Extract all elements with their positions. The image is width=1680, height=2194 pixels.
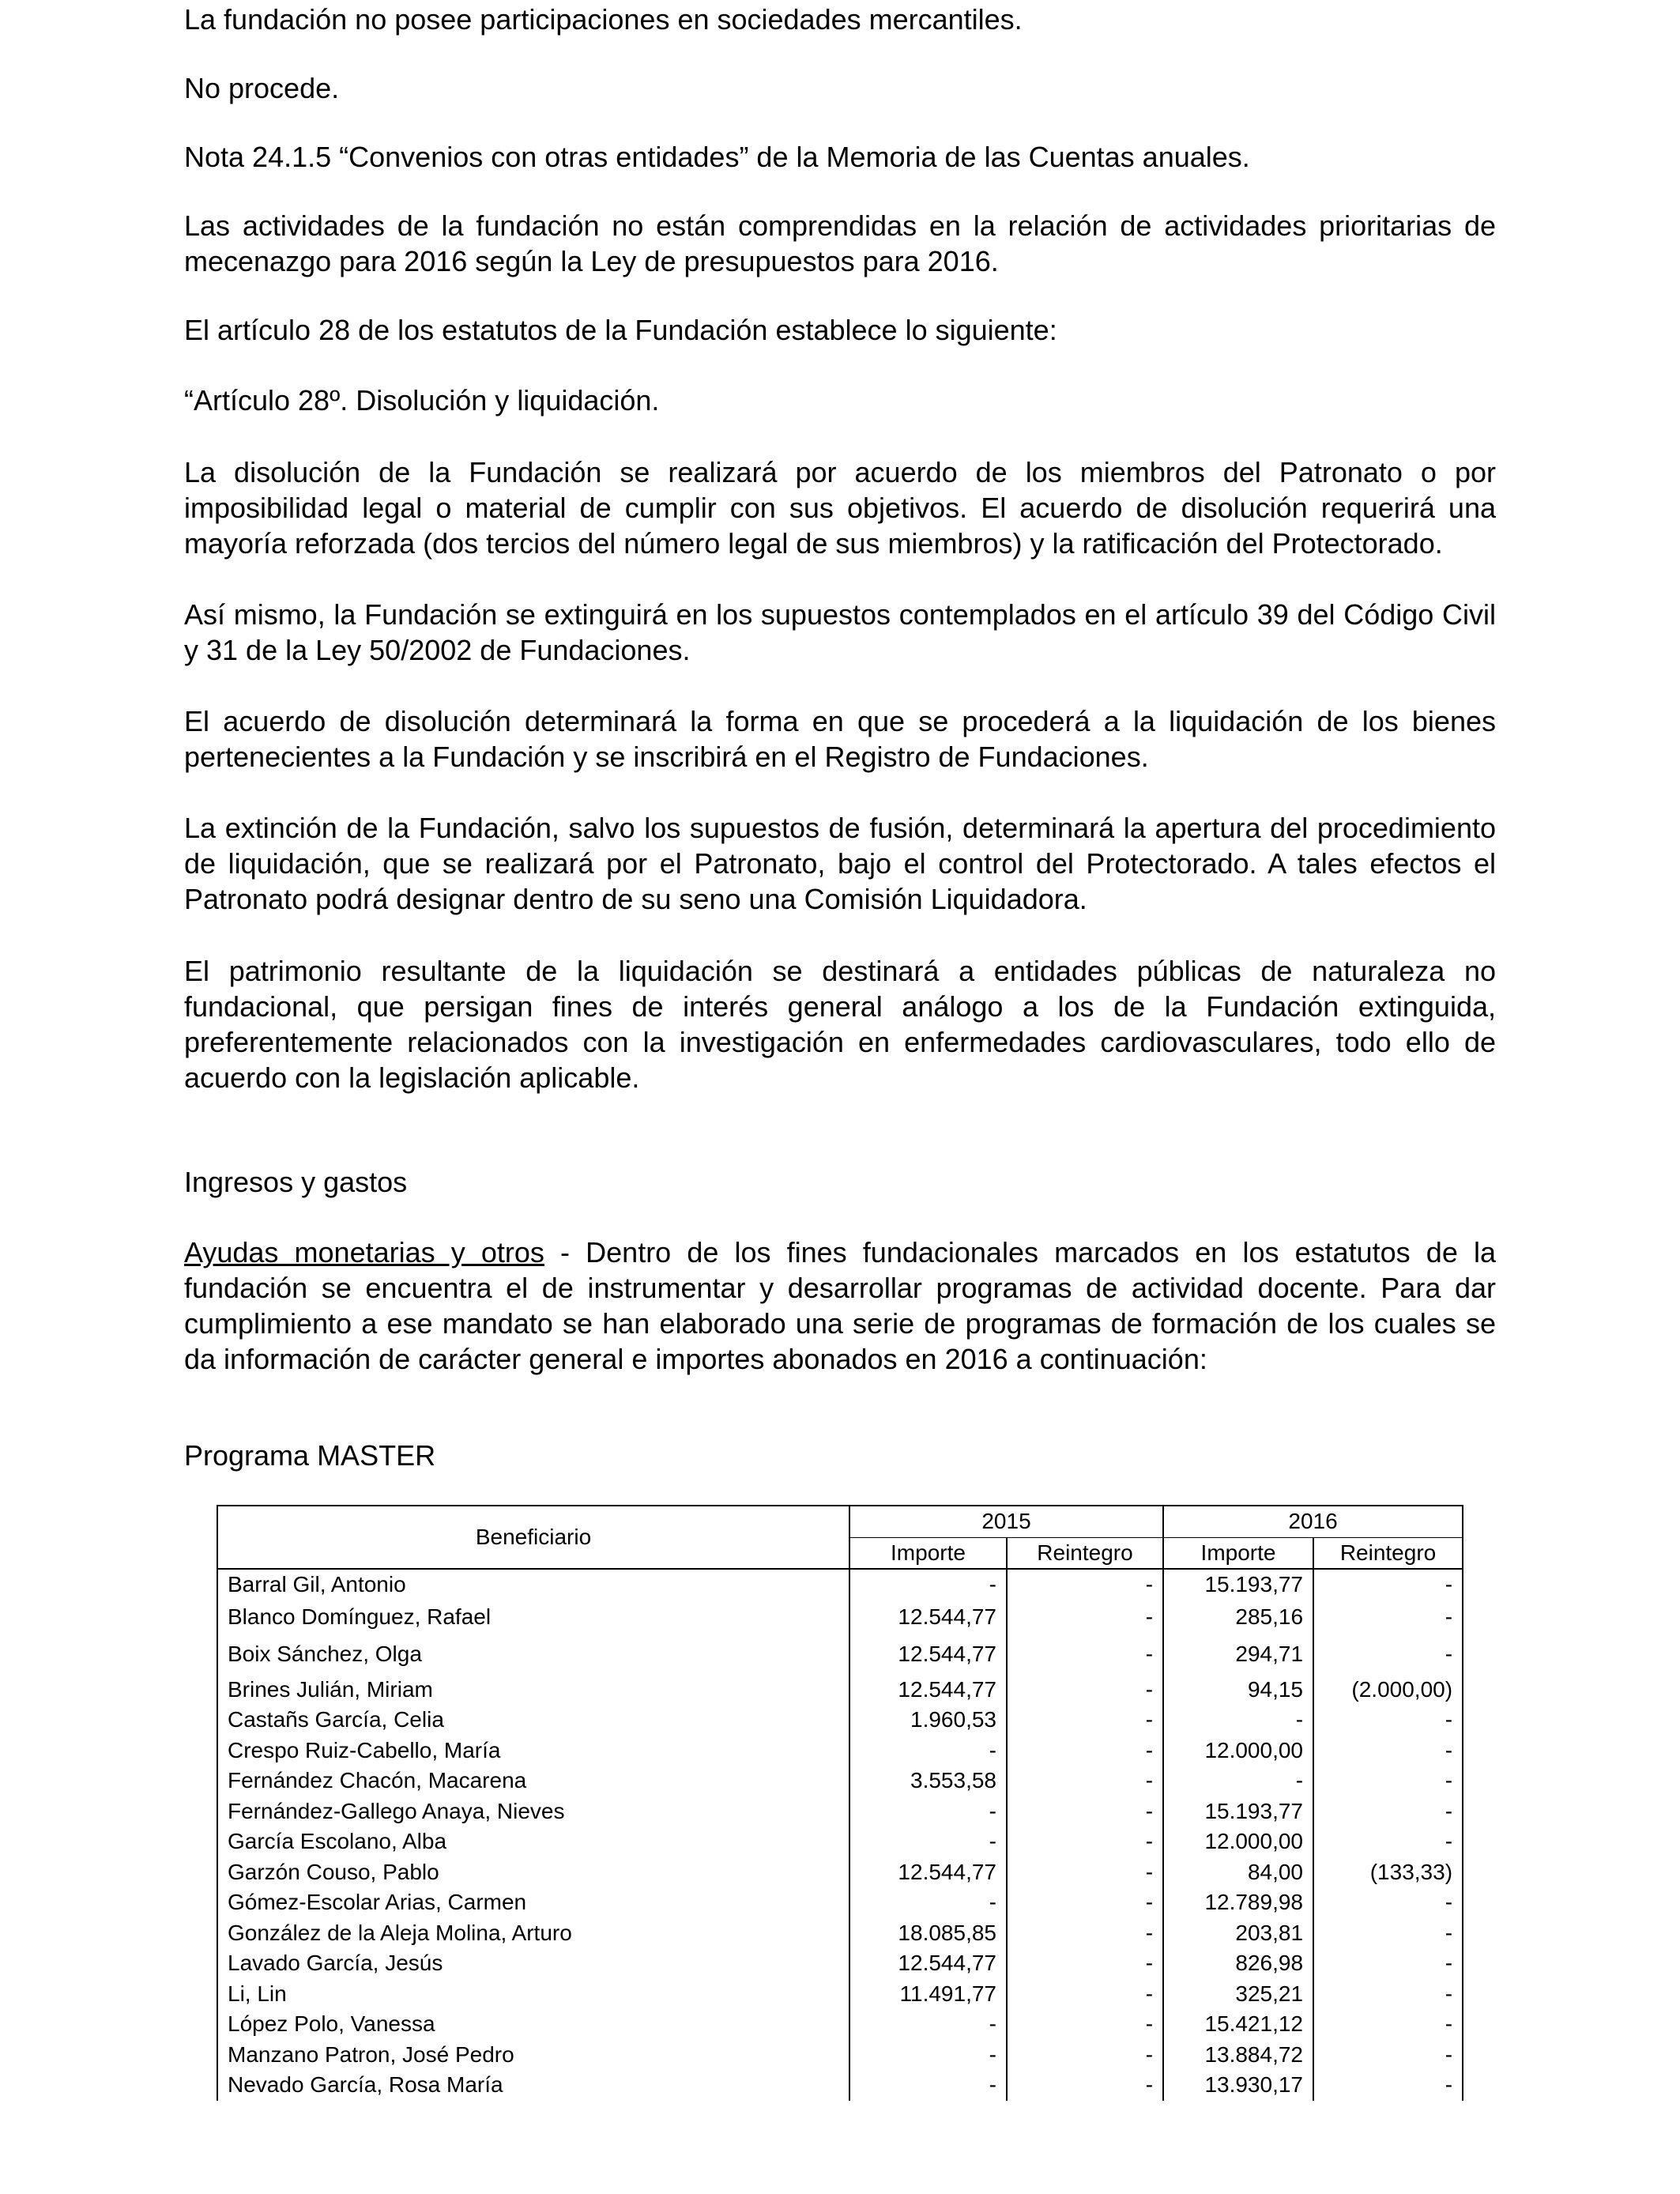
table-body	[217, 1569, 1463, 2101]
reintegro-2015: -	[1007, 1948, 1163, 1979]
importe-2015: -	[849, 2009, 1007, 2040]
reintegro-2016: -	[1313, 2040, 1463, 2071]
paragraph-4	[184, 208, 1496, 279]
header-reintegro-2016: Reintegro	[1313, 1537, 1463, 1569]
ayudas-body: - Dentro de los fines fundacionales marcados en los estatutos de la fundación se encuentra el de instrumentar y desarrollar programas de actividad docente. Para dar cumplimiento a ese mandato se han elaborado una serie de programas de formación de los cuales se da información de carácter general e importes abonados en 2016 a continuación:	[184, 1236, 1496, 1375]
reintegro-2016: (133,33)	[1313, 1857, 1463, 1888]
importe-2015: -	[849, 1796, 1007, 1827]
paragraph-text: La disolución de la Fundación se realizará por acuerdo de los miembros del Patronato o por imposibilidad legal o material de cumplir con sus objetivos. El acuerdo de disolución requerirá una mayoría reforzada (dos tercios del número legal de sus miembros) y la ratificación del Protectorado.	[184, 456, 1496, 560]
importe-2016: -	[1163, 1766, 1313, 1796]
beneficiary-name: Fernández-Gallego Anaya, Nieves	[217, 1796, 849, 1827]
reintegro-2016: -	[1313, 1826, 1463, 1857]
ayudas-text	[184, 1235, 1496, 1377]
table-row	[217, 1826, 1463, 1857]
reintegro-2015: -	[1007, 1675, 1163, 1706]
beneficiary-name: Brines Julián, Miriam	[217, 1675, 849, 1706]
paragraph-text: “Artículo 28º. Disolución y liquidación.	[184, 384, 660, 417]
beneficiary-name: Li, Lin	[217, 1979, 849, 2010]
importe-2016: 12.000,00	[1163, 1826, 1313, 1857]
importe-2016: 12.789,98	[1163, 1887, 1313, 1918]
paragraph-3	[184, 139, 1496, 175]
table-row	[217, 2070, 1463, 2101]
header-beneficiario: Beneficiario	[217, 1506, 849, 1569]
paragraph-1	[184, 2, 1496, 37]
program-title-text: Programa MASTER	[184, 1439, 436, 1472]
reintegro-2016: -	[1313, 1600, 1463, 1635]
reintegro-2015: -	[1007, 1918, 1163, 1949]
reintegro-2015: -	[1007, 1635, 1163, 1675]
paragraph-11	[184, 953, 1496, 1095]
reintegro-2015: -	[1007, 1600, 1163, 1635]
reintegro-2015: -	[1007, 1979, 1163, 2010]
reintegro-2015: -	[1007, 1569, 1163, 1600]
paragraph-9	[184, 703, 1496, 775]
reintegro-2016: -	[1313, 1569, 1463, 1600]
importe-2016: 294,71	[1163, 1635, 1313, 1675]
table-row	[217, 1675, 1463, 1706]
reintegro-2015: -	[1007, 2070, 1163, 2101]
reintegro-2016: (2.000,00)	[1313, 1675, 1463, 1706]
ayudas-title: Ayudas monetarias y otros	[184, 1236, 544, 1269]
paragraph-text: El artículo 28 de los estatutos de la Fundación establece lo siguiente:	[184, 314, 1057, 346]
importe-2016: 84,00	[1163, 1857, 1313, 1888]
reintegro-2015: -	[1007, 2040, 1163, 2071]
reintegro-2016: -	[1313, 2070, 1463, 2101]
header-year-2016: 2016	[1163, 1506, 1463, 1537]
beneficiary-name: Lavado García, Jesús	[217, 1948, 849, 1979]
reintegro-2016: -	[1313, 1948, 1463, 1979]
importe-2016: 15.421,12	[1163, 2009, 1313, 2040]
importe-2015: 12.544,77	[849, 1948, 1007, 1979]
importe-2016: 15.193,77	[1163, 1796, 1313, 1827]
beneficiary-name: Crespo Ruiz-Cabello, María	[217, 1736, 849, 1766]
reintegro-2015: -	[1007, 2009, 1163, 2040]
importe-2016: 285,16	[1163, 1600, 1313, 1635]
importe-2016: 325,21	[1163, 1979, 1313, 2010]
table-row	[217, 2009, 1463, 2040]
paragraph-7	[184, 454, 1496, 561]
importe-2015: 1.960,53	[849, 1705, 1007, 1736]
importe-2015: 12.544,77	[849, 1635, 1007, 1675]
reintegro-2016: -	[1313, 2009, 1463, 2040]
importe-2015: 18.085,85	[849, 1918, 1007, 1949]
ayudas-paragraph	[184, 1235, 1496, 1377]
table-row	[217, 1736, 1463, 1766]
beneficiary-name: García Escolano, Alba	[217, 1826, 849, 1857]
section-heading	[184, 1164, 1496, 1200]
reintegro-2016: -	[1313, 1796, 1463, 1827]
paragraph-text: Las actividades de la fundación no están comprendidas en la relación de actividades prioritarias de mecenazgo para 2016 según la Ley de presupuestos para 2016.	[184, 209, 1496, 277]
table-row	[217, 1887, 1463, 1918]
importe-2016: 94,15	[1163, 1675, 1313, 1706]
importe-2015: -	[849, 1569, 1007, 1600]
beneficiary-name: Castañs García, Celia	[217, 1705, 849, 1736]
reintegro-2016: -	[1313, 1887, 1463, 1918]
importe-2015: 3.553,58	[849, 1766, 1007, 1796]
table-row	[217, 1918, 1463, 1949]
reintegro-2016: -	[1313, 1635, 1463, 1675]
paragraph-text: La fundación no posee participaciones en sociedades mercantiles.	[184, 3, 1023, 36]
importe-2015: -	[849, 1887, 1007, 1918]
table-row	[217, 1857, 1463, 1888]
paragraph-10	[184, 810, 1496, 917]
importe-2015: -	[849, 2070, 1007, 2101]
importe-2015: 12.544,77	[849, 1675, 1007, 1706]
header-reintegro-2015: Reintegro	[1007, 1537, 1163, 1569]
reintegro-2015: -	[1007, 1705, 1163, 1736]
beneficiary-name: Blanco Domínguez, Rafael	[217, 1600, 849, 1635]
reintegro-2015: -	[1007, 1857, 1163, 1888]
beneficiary-name: González de la Aleja Molina, Arturo	[217, 1918, 849, 1949]
beneficiary-name: Gómez-Escolar Arias, Carmen	[217, 1887, 849, 1918]
paragraph-5	[184, 312, 1496, 348]
paragraph-text: No procede.	[184, 72, 340, 104]
importe-2016: 13.884,72	[1163, 2040, 1313, 2071]
importe-2016: 12.000,00	[1163, 1736, 1313, 1766]
reintegro-2016: -	[1313, 1736, 1463, 1766]
table-row	[217, 1979, 1463, 2010]
table-row	[217, 1705, 1463, 1736]
importe-2016: 203,81	[1163, 1918, 1313, 1949]
importe-2016: 826,98	[1163, 1948, 1313, 1979]
beneficiary-table	[217, 1505, 1463, 2101]
importe-2016: 13.930,17	[1163, 2070, 1313, 2101]
beneficiary-name: Nevado García, Rosa María	[217, 2070, 849, 2101]
paragraph-text: El acuerdo de disolución determinará la forma en que se procederá a la liquidación de los bienes pertenecientes a la Fundación y se inscribirá en el Registro de Fundaciones.	[184, 705, 1496, 773]
reintegro-2015: -	[1007, 1887, 1163, 1918]
beneficiary-name: López Polo, Vanessa	[217, 2009, 849, 2040]
beneficiary-name: Barral Gil, Antonio	[217, 1569, 849, 1600]
paragraph-2	[184, 70, 1496, 106]
program-title	[184, 1438, 1496, 1473]
table-row	[217, 1948, 1463, 1979]
reintegro-2015: -	[1007, 1826, 1163, 1857]
importe-2015: -	[849, 1826, 1007, 1857]
paragraph-text: Nota 24.1.5 “Convenios con otras entidades” de la Memoria de las Cuentas anuales.	[184, 141, 1250, 173]
reintegro-2015: -	[1007, 1766, 1163, 1796]
importe-2015: 12.544,77	[849, 1600, 1007, 1635]
reintegro-2016: -	[1313, 1979, 1463, 2010]
reintegro-2015: -	[1007, 1796, 1163, 1827]
importe-2016: -	[1163, 1705, 1313, 1736]
header-year-2015: 2015	[849, 1506, 1163, 1537]
table-row	[217, 2040, 1463, 2071]
table-row	[217, 1796, 1463, 1827]
header-importe-2016: Importe	[1163, 1537, 1313, 1569]
importe-2016: 15.193,77	[1163, 1569, 1313, 1600]
paragraph-text: El patrimonio resultante de la liquidación se destinará a entidades públicas de naturaleza no fundacional, que persigan fines de interés general análogo a los de la Fundación extinguida, preferentemente relacionados con la investigación en enfermedades cardiovasculares, todo ello de acuerdo con la legislación aplicable.	[184, 955, 1496, 1094]
reintegro-2016: -	[1313, 1705, 1463, 1736]
paragraph-8	[184, 597, 1496, 668]
table-row	[217, 1635, 1463, 1675]
article-heading	[184, 383, 1496, 418]
table-row	[217, 1766, 1463, 1796]
reintegro-2015: -	[1007, 1736, 1163, 1766]
table-row	[217, 1569, 1463, 1600]
table-row	[217, 1600, 1463, 1635]
beneficiary-name: Manzano Patron, José Pedro	[217, 2040, 849, 2071]
importe-2015: 11.491,77	[849, 1979, 1007, 2010]
beneficiary-name: Garzón Couso, Pablo	[217, 1857, 849, 1888]
header-importe-2015: Importe	[849, 1537, 1007, 1569]
importe-2015: -	[849, 1736, 1007, 1766]
paragraph-text: Así mismo, la Fundación se extinguirá en los supuestos contemplados en el artículo 39 del Código Civil y 31 de la Ley 50/2002 de Fundaciones.	[184, 598, 1496, 666]
section-heading-text: Ingresos y gastos	[184, 1166, 408, 1198]
reintegro-2016: -	[1313, 1766, 1463, 1796]
importe-2015: -	[849, 2040, 1007, 2071]
beneficiary-name: Fernández Chacón, Macarena	[217, 1766, 849, 1796]
importe-2015: 12.544,77	[849, 1857, 1007, 1888]
paragraph-text: La extinción de la Fundación, salvo los supuestos de fusión, determinará la apertura del procedimiento de liquidación, que se realizará por el Patronato, bajo el control del Protectorado. A tales efectos el Patronato podrá designar dentro de su seno una Comisión Liquidadora.	[184, 812, 1496, 915]
reintegro-2016: -	[1313, 1918, 1463, 1949]
beneficiary-name: Boix Sánchez, Olga	[217, 1635, 849, 1675]
